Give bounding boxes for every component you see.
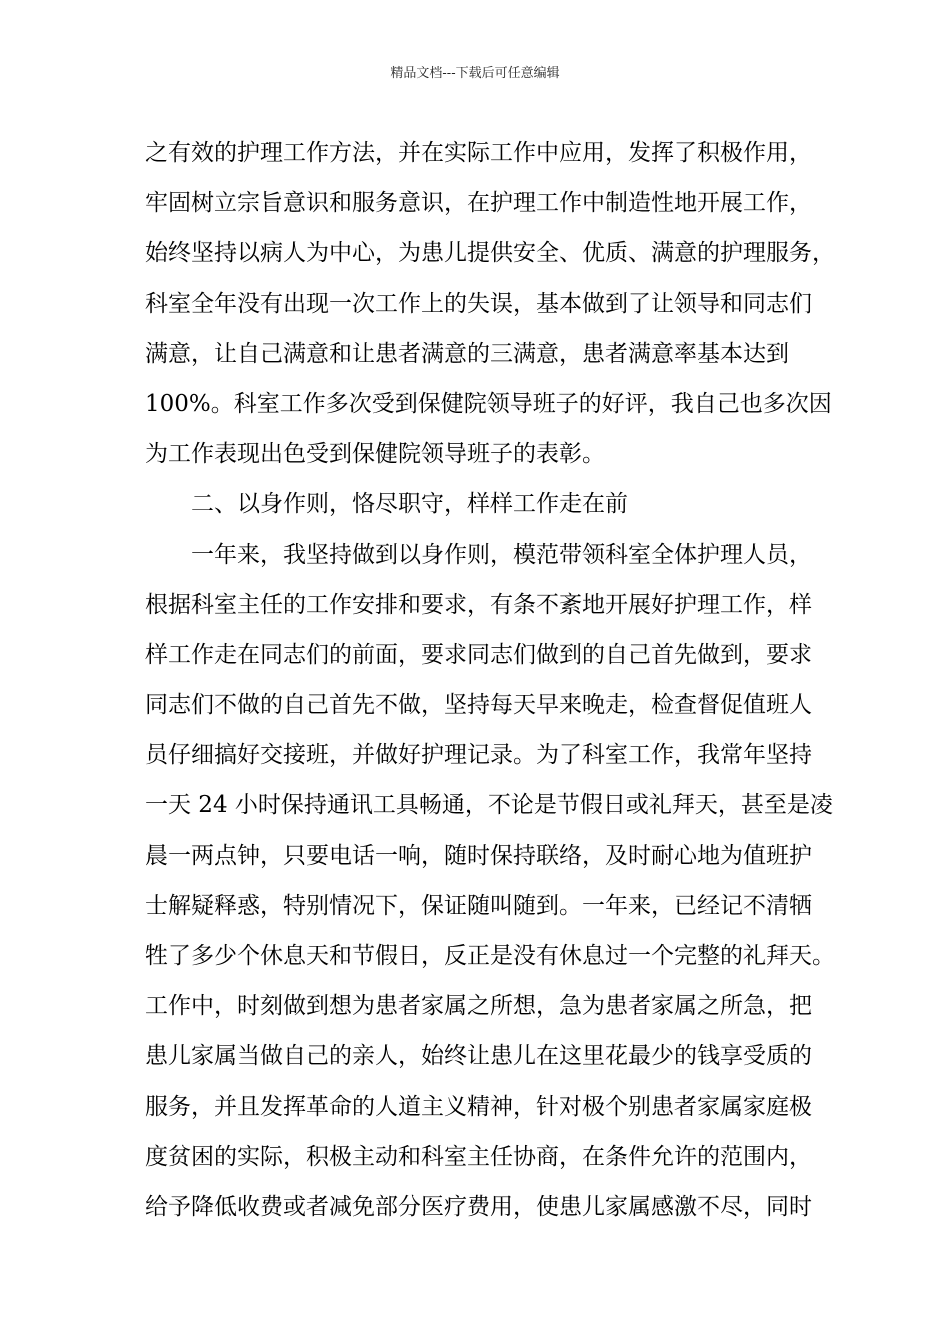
- text-line: 同志们不做的自己首先不做，坚持每天早来晚走，检查督促值班人: [145, 692, 812, 719]
- text-line: 给予降低收费或者减免部分医疗费用，使患儿家属感激不尽，同时: [145, 1193, 812, 1220]
- text-line: 晨一两点钟，只要电话一响，随时保持联络，及时耐心地为值班护: [145, 842, 812, 869]
- text-line: 之有效的护理工作方法，并在实际工作中应用，发挥了积极作用，: [145, 140, 812, 166]
- text-line: 服务，并且发挥革命的人道主义精神，针对极个别患者家属家庭极: [145, 1093, 812, 1120]
- text-line: 一年来，我坚持做到以身作则，模范带领科室全体护理人员，: [191, 541, 812, 568]
- text-line: 牢固树立宗旨意识和服务意识，在护理工作中制造性地开展工作，: [145, 190, 812, 217]
- text-line: 满意，让自己满意和让患者满意的三满意，患者满意率基本达到: [145, 340, 789, 367]
- text-line: 牲了多少个休息天和节假日，反正是没有休息过一个完整的礼拜天。: [145, 943, 835, 969]
- document-body: [145, 128, 835, 1232]
- text-line: 患儿家属当做自己的亲人，始终让患儿在这里花最少的钱享受质的: [145, 1043, 812, 1070]
- text-line: 一天 24 小时保持通讯工具畅通，不论是节假日或礼拜天，甚至是凌: [145, 792, 833, 819]
- text-line: 工作中，时刻做到想为患者家属之所想，急为患者家属之所急，把: [145, 993, 812, 1020]
- page-header: 精品文档---下载后可任意编辑: [390, 66, 560, 81]
- text-line: 员仔细搞好交接班，并做好护理记录。为了科室工作，我常年坚持: [145, 742, 812, 769]
- text-line: 为工作表现出色受到保健院领导班子的表彰。: [145, 441, 605, 468]
- text-line: 始终坚持以病人为中心，为患儿提供安全、优质、满意的护理服务，: [145, 240, 835, 267]
- text-line: 士解疑释惑，特别情况下，保证随叫随到。一年来，已经记不清牺: [145, 892, 812, 919]
- text-line: 根据科室主任的工作安排和要求，有条不紊地开展好护理工作，样: [145, 591, 812, 618]
- text-line: 100%。科室工作多次受到保健院领导班子的好评，我自己也多次因: [145, 390, 832, 417]
- text-line: 样工作走在同志们的前面，要求同志们做到的自己首先做到，要求: [145, 641, 812, 668]
- text-line: 科室全年没有出现一次工作上的失误，基本做到了让领导和同志们: [145, 290, 812, 317]
- text-line: 二、以身作则，恪尽职守，样样工作走在前: [191, 491, 628, 518]
- text-line: 度贫困的实际，积极主动和科室主任协商，在条件允许的范围内，: [145, 1143, 812, 1170]
